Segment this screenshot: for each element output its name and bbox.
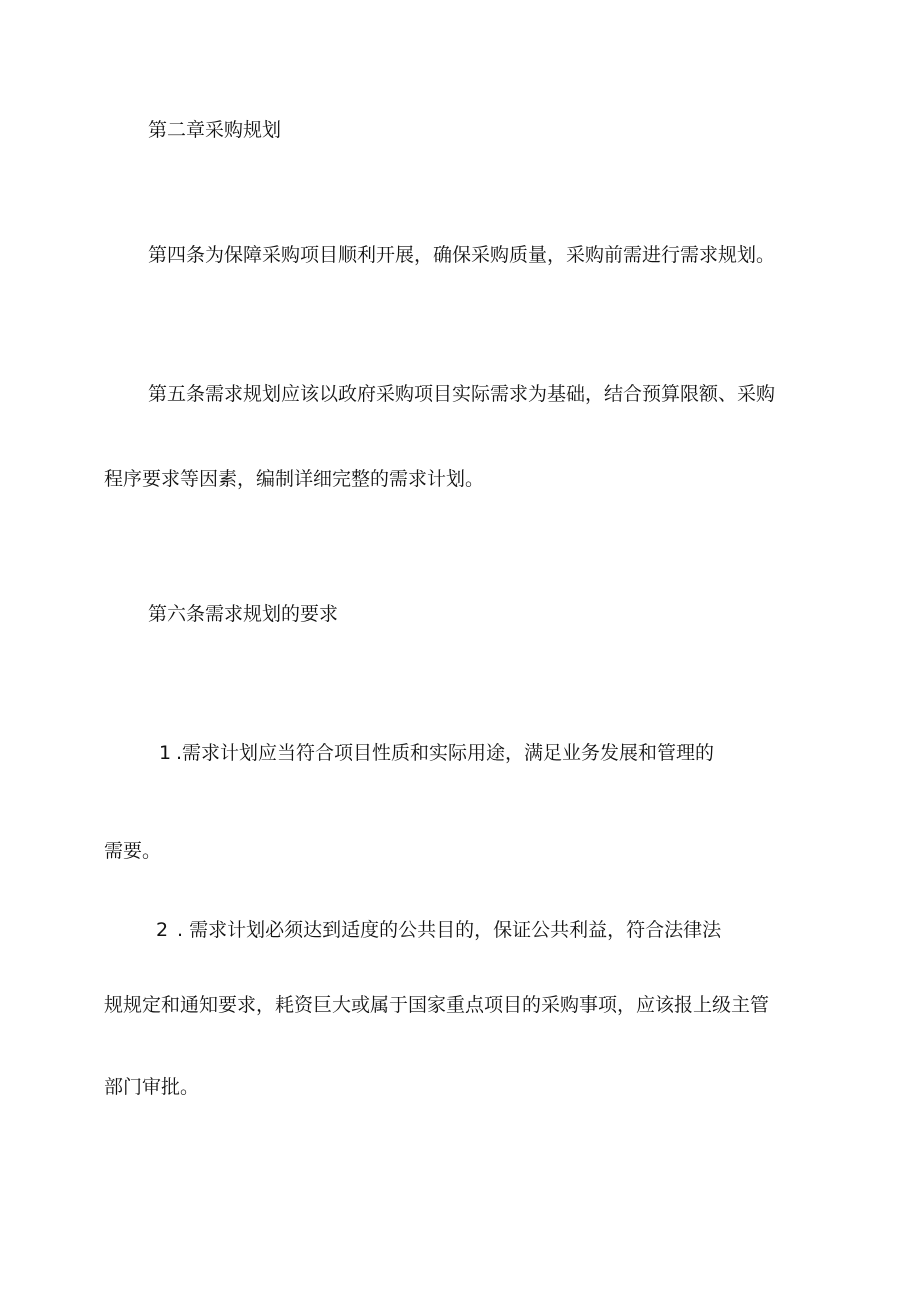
chapter-heading: 第二章采购规划 [148,119,282,141]
item-1-number: 1 [159,742,172,764]
article-5-line-1: 第五条需求规划应该以政府采购项目实际需求为基础，结合预算限额、采购 [148,383,776,405]
item-2-line-1: . 需求计划必须达到适度的公共目的，保证公共利益，符合法律法 [177,919,722,941]
item-1-line-2: 需要。 [104,840,162,862]
item-2-number: 2 [156,919,169,941]
article-5-line-2: 程序要求等因素，编制详细完整的需求计划。 [104,468,485,490]
item-2-line-3: 部门审批。 [104,1076,200,1098]
article-4-paragraph: 第四条为保障采购项目顺利开展，确保采购质量，采购前需进行需求规划。 [148,244,776,266]
article-6-heading: 第六条需求规划的要求 [148,603,339,625]
item-1-line-1: .需求计划应当符合项目性质和实际用途，满足业务发展和管理的 [176,742,715,764]
item-2-line-2: 规规定和通知要求，耗资巨大或属于国家重点项目的采购事项，应该报上级主管 [104,994,770,1016]
